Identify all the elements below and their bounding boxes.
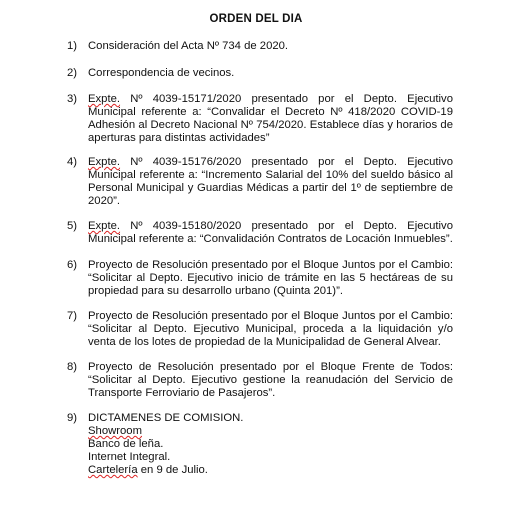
- item-number: 3): [67, 93, 78, 105]
- item-rest: Nº 4039-15180/2020 presentado por el Depto. Ejecutivo Municipal referente a: “Convalidación Contratos de Locación Inmuebles”.: [88, 220, 453, 245]
- item-number: 8): [67, 361, 78, 373]
- agenda-item-8: [68, 361, 453, 400]
- agenda-item-9: [68, 412, 453, 477]
- item-text: Proyecto de Resolución presentado por el Bloque Frente de Todos: “Solicitar al Depto. Ejecutivo gestione la reanudación del Servicio de Transporte Ferroviario de Pasajeros”.: [88, 361, 453, 399]
- document-title: ORDEN DEL DIA: [209, 13, 303, 25]
- agenda-item-6: [68, 259, 453, 298]
- sub-item: [88, 425, 453, 438]
- item-number: 4): [67, 156, 78, 168]
- sub-item-rest: en 9 de Julio.: [137, 464, 208, 476]
- item-lead-word: Expte.: [88, 93, 121, 105]
- item-lead-word: Expte.: [88, 156, 121, 168]
- sub-item-rest: Internet Integral.: [88, 451, 171, 463]
- sub-item-lead: Cartelería: [88, 464, 138, 476]
- item-number: 6): [67, 259, 78, 271]
- item-number: 1): [67, 40, 78, 52]
- item-heading: DICTAMENES DE COMISION.: [88, 412, 244, 424]
- agenda-item-3: [68, 93, 453, 145]
- item-text: [88, 220, 453, 246]
- item-text: [88, 412, 453, 477]
- sub-item-lead: Showroom: [88, 425, 142, 437]
- item-number: 5): [67, 220, 78, 232]
- item-text: [88, 93, 453, 145]
- agenda-item-1: [68, 40, 453, 53]
- item-number: 9): [67, 412, 78, 424]
- sub-item: [88, 464, 453, 477]
- agenda-item-2: [68, 67, 453, 80]
- item-rest: Nº 4039-15176/2020 presentado por el Depto. Ejecutivo Municipal referente a: “Incremento Salarial del 10% del sueldo básico al Personal Municipal y Guardias Médicas a partir del 1º de septiembre de 2020”.: [88, 156, 453, 207]
- item-text: Consideración del Acta Nº 734 de 2020.: [88, 40, 289, 52]
- item-lead-word: Expte.: [88, 220, 121, 232]
- item-text: [88, 156, 453, 208]
- item-text: Proyecto de Resolución presentado por el Bloque Juntos por el Cambio: “Solicitar al Depto. Ejecutivo inicio de trámite en las 5 hectáreas de su propiedad para su desarrollo urbano (Quinta 201)”.: [88, 259, 453, 297]
- item-text: Correspondencia de vecinos.: [88, 67, 235, 79]
- item-text: Proyecto de Resolución presentado por el Bloque Juntos por el Cambio: “Solicitar al Depto. Ejecutivo Municipal, proceda a la liquidación y/o venta de los lotes de propiedad de la Municipalidad de General Alvear.: [88, 310, 453, 348]
- agenda-item-5: [68, 220, 453, 246]
- item-rest: Nº 4039-15171/2020 presentado por el Depto. Ejecutivo Municipal referente a: “Convalidar el Decreto Nº 418/2020 COVID-19 Adhesión al Decreto Nacional Nº 754/2020. Establece días y horarios de aperturas para distintas actividades”: [88, 93, 453, 144]
- sub-item: [88, 438, 453, 451]
- item-number: 7): [67, 310, 78, 322]
- agenda-item-4: [68, 156, 453, 208]
- sub-item: [88, 451, 453, 464]
- item-number: 2): [67, 67, 78, 79]
- agenda-item-7: [68, 310, 453, 349]
- sub-item-rest: Banco de leña.: [88, 438, 164, 450]
